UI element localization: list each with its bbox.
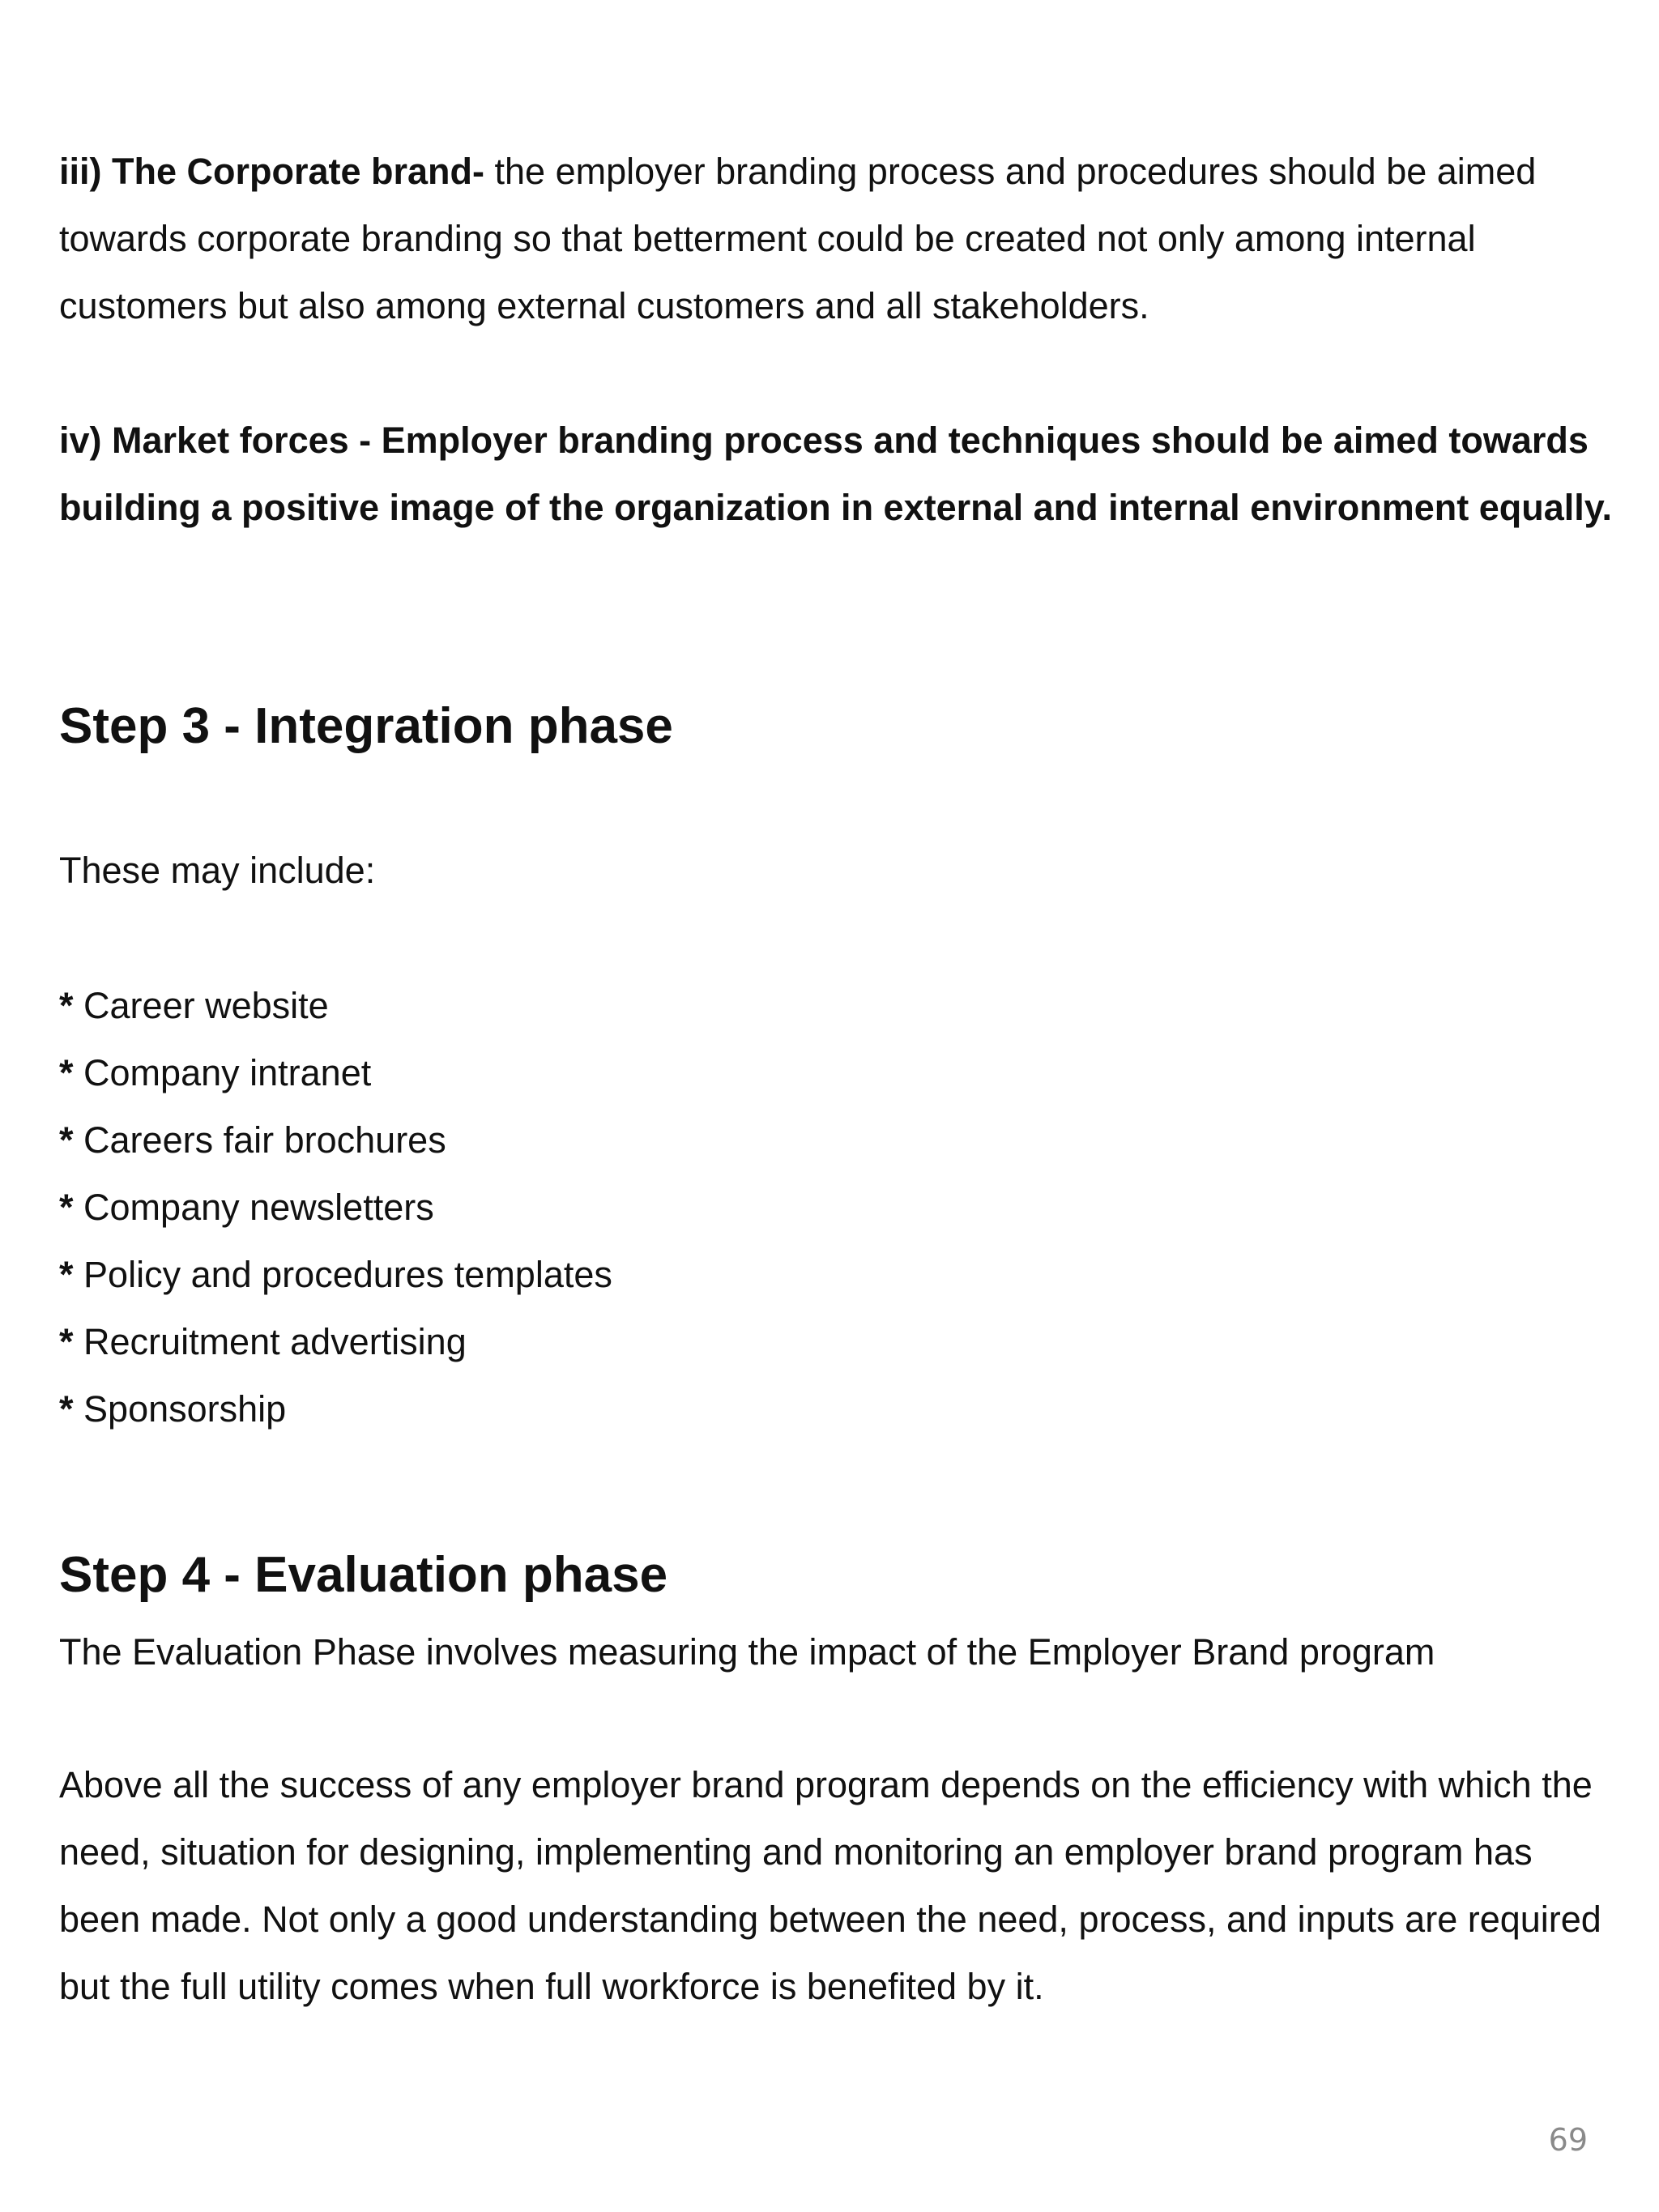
corporate-brand-text: the employer branding process and procedures should be aimed towards corporate branding so that betterment could be created not only among internal customers but also among external customers and all stakeholders. (59, 151, 1537, 326)
paragraph-evaluation-body: Above all the success of any employer brand program depends on the efficiency with which the need, situation for designing, implementing and monitoring an employer brand program has been made. Not only a good understanding between the need, process, and inputs are required but the full utility comes when full workforce is benefited by it. (59, 1764, 1601, 2007)
bullet-star: * (59, 985, 74, 1026)
step3-intro: These may include: (59, 850, 376, 891)
bullet-star: * (59, 1254, 74, 1295)
list-item: * Career website (59, 985, 329, 1026)
step3-heading: Step 3 - Integration phase (59, 698, 673, 754)
list-item: * Company intranet (59, 1052, 372, 1093)
list-item: * Recruitment advertising (59, 1321, 467, 1362)
list-item: * Careers fair brochures (59, 1119, 446, 1161)
bullet-star: * (59, 1052, 74, 1093)
list-item: * Policy and procedures templates (59, 1254, 612, 1295)
bullet-star: * (59, 1187, 74, 1228)
list-item: * Company newsletters (59, 1187, 434, 1228)
bullet-star: * (59, 1321, 74, 1362)
corporate-brand-lead: iii) The Corporate brand- (59, 151, 485, 192)
paragraph-corporate-brand (59, 138, 1614, 339)
step4-intro: The Evaluation Phase involves measuring the impact of the Employer Brand program (59, 1631, 1435, 1673)
step3-list (59, 972, 612, 1443)
page-number: 69 (1548, 2122, 1588, 2158)
bullet-star: * (59, 1119, 74, 1161)
step4-heading: Step 4 - Evaluation phase (59, 1547, 668, 1603)
list-item: * Sponsorship (59, 1388, 287, 1430)
bullet-star: * (59, 1388, 74, 1430)
paragraph-market-forces: iv) Market forces - Employer branding process and techniques should be aimed towards building a positive image of the organization in external and internal environment equally. (59, 420, 1612, 528)
